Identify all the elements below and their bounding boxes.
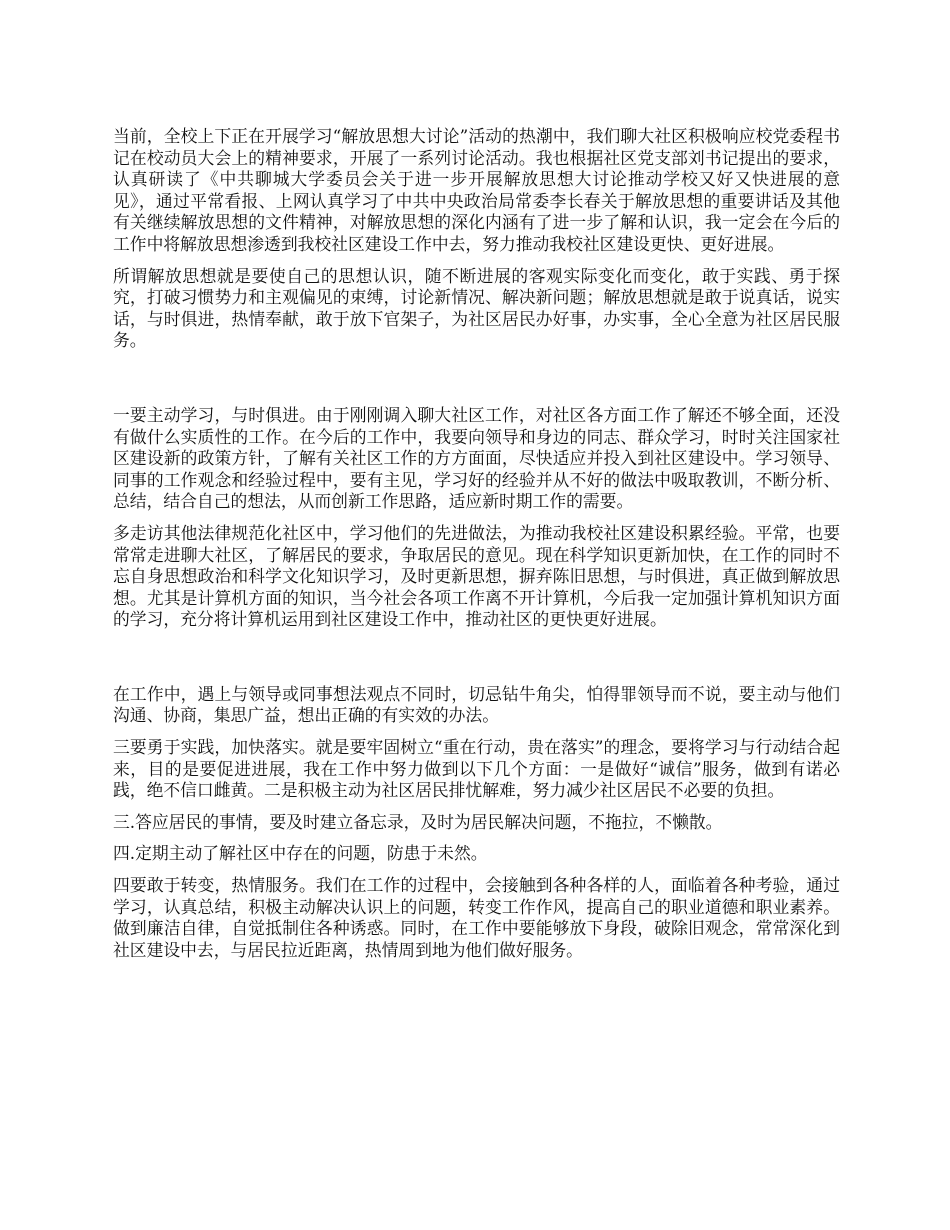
paragraph-memo: 三.答应居民的事情，要及时建立备忘录，及时为居民解决问题，不拖拉，不懒散。: [113, 811, 723, 832]
paragraph-communication: 在工作中，遇上与领导或同事想法观点不同时，切忌钻牛角尖，怕得罪领导而不说，要主动与他们沟通、协商，集思广益，想出正确的有实效的办法。: [113, 683, 840, 726]
paragraph-intro: 当前，全校上下正在开展学习“解放思想大讨论”活动的热潮中，我们聊大社区积极响应校党委程书记在校动员大会上的精神要求，开展了一系列讨论活动。我也根据社区党支部刘书记提出的要求，认真研读了《中共聊城大学委员会关于进一步开展解放思想大讨论推动学校又好又快进展的意见》，通过平常看报、上网认真学习了中共中央政治局常委李长春关于解放思想的重要讲话及其他有关继续解放思想的文件精神，对解放思想的深化内涵有了进一步了解和认识，我一定会在今后的工作中将解放思想渗透到我校社区建设工作中去，努力推动我校社区建设更快、更好进展。: [113, 126, 840, 254]
paragraph-point-four: 四要敢于转变，热情服务。我们在工作的过程中，会接触到各种各样的人，面临着各种考验，通过学习，认真总结，积极主动解决认识上的问题，转变工作作风，提高自己的职业道德和职业素养。做到廉洁自律，自觉抵制住各种诱惑。同时，在工作中要能够放下身段，破除旧观念，常常深化到社区建设中去，与居民拉近距离，热情周到地为他们做好服务。: [113, 875, 840, 960]
paragraph-point-one: 一要主动学习，与时俱进。由于刚刚调入聊大社区工作，对社区各方面工作了解还不够全面，还没有做什么实质性的工作。在今后的工作中，我要向领导和身边的同志、群众学习，时时关注国家社区建设新的政策方针，了解有关社区工作的方方面面，尽快适应并投入到社区建设中。学习领导、同事的工作观念和经验过程中，要有主见，学习好的经验并从不好的做法中吸取教训，不断分析、总结，结合自己的想法，从而创新工作思路，适应新时期工作的需要。: [113, 404, 840, 512]
document-body: [113, 126, 840, 971]
section-gap: [113, 641, 840, 684]
section-gap: [113, 362, 840, 405]
paragraph-regular-check: 四.定期主动了解社区中存在的问题，防患于未然。: [113, 843, 488, 864]
paragraph-definition: 所谓解放思想就是要使自己的思想认识，随不断进展的客观实际变化而变化，敢于实践、勇于探究，打破习惯势力和主观偏见的束缚，讨论新情况、解决新问题；解放思想就是敢于说真话，说实话，与时俱进，热情奉献，敢于放下官架子，为社区居民办好事，办实事，全心全意为社区居民服务。: [113, 265, 840, 351]
paragraph-visit-communities: 多走访其他法律规范化社区中，学习他们的先进做法，为推动我校社区建设积累经验。平常，也要常常走进聊大社区，了解居民的要求，争取居民的意见。现在科学知识更新加快，在工作的同时不忘自身思想政治和科学文化知识学习，及时更新思想，摒弃陈旧思想，与时俱进，真正做到解放思想。尤其是计算机方面的知识，当今社会各项工作离不开计算机，今后我一定加强计算机知识方面的学习，充分将计算机运用到社区建设工作中，推动社区的更快更好进展。: [113, 522, 840, 630]
paragraph-point-three: 三要勇于实践，加快落实。就是要牢固树立“重在行动，贵在落实”的理念，要将学习与行动结合起来，目的是要促进进展，我在工作中努力做到以下几个方面：一是做好“诚信”服务，做到有诺必践，绝不信口雌黄。二是积极主动为社区居民排忧解难，努力减少社区居民不必要的负担。: [113, 737, 840, 801]
